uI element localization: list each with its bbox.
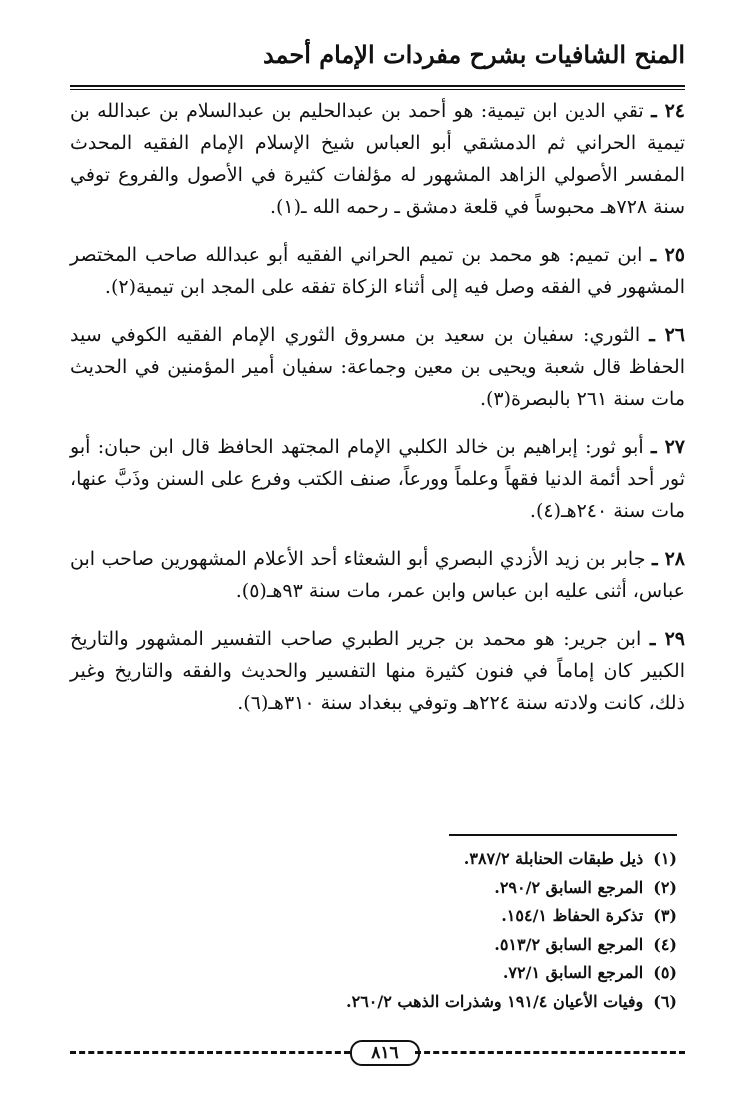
main-text: [70, 95, 685, 735]
biography-entry: [70, 319, 685, 415]
footnote-text: المرجع السابق ٧٢/١.: [502, 963, 644, 982]
header-rule-thin: [70, 89, 685, 90]
footnote: [200, 988, 677, 1017]
entry-number: ٢٥ ـ: [650, 244, 685, 266]
footnote-number: (٢): [653, 877, 677, 897]
entry-number: ٢٤ ـ: [651, 100, 685, 122]
footnote-number: (١): [653, 849, 677, 868]
footer-dashed-line: [70, 1051, 350, 1054]
footnote: [200, 959, 677, 988]
footnote-text: المرجع السابق ٢٩٠/٢.: [494, 877, 644, 897]
footnote-number: (٥): [653, 963, 677, 982]
biography-entry: [70, 95, 685, 223]
entry-text: تقي الدين ابن تيمية: هو أحمد بن عبدالحليم بن عبدالسلام بن عبدالله بن تيمية الحراني ثم الدمشقي أبو العباس شيخ الإسلام الإمام الفقيه المحدث المفسر الأصولي الزاهد المشهور له مؤلفات كثيرة في الأصول والفروع توفي سنة ٧٢٨هـ محبوساً في قلعة دمشق ـ رحمه الله ـ(١).: [70, 100, 685, 218]
footnote: [200, 931, 677, 960]
footnote: [200, 902, 677, 931]
footnote-number: (٦): [653, 991, 677, 1011]
entry-number: ٢٨ ـ: [651, 548, 685, 570]
running-header: المنح الشافيات بشرح مفردات الإمام أحمد: [262, 40, 685, 69]
footer-dashed-line: [415, 1051, 685, 1054]
footnote-text: تذكرة الحفاظ ١٥٤/١.: [501, 906, 644, 925]
footnote-text: المرجع السابق ٥١٣/٢.: [494, 934, 644, 954]
entry-text: الثوري: سفيان بن سعيد بن مسروق الثوري الإمام الفقيه الكوفي سيد الحفاظ قال شعبة ويحيى بن معين وجماعة: سفيان أمير المؤمنين في الحديث مات سنة ٢٦١ بالبصرة(٣).: [70, 324, 685, 410]
entry-text: أبو ثور: إبراهيم بن خالد الكلبي الإمام المجتهد الحافظ قال ابن حبان: أبو ثور أحد أئمة الدنيا فقهاً وعلماً وورعاً، صنف الكتب وفرع على السنن وذَبَّ عنها، مات سنة ٢٤٠هـ(٤).: [70, 436, 685, 522]
page-number: ٨١٦: [350, 1040, 420, 1066]
entry-text: ابن جرير: هو محمد بن جرير الطبري صاحب التفسير المشهور والتاريخ الكبير كان إماماً في فنون كثيرة منها التفسير والحديث والفقه والتاريخ وغير ذلك، كانت ولادته سنة ٢٢٤هـ وتوفي ببغداد سنة ٣١٠هـ(٦).: [70, 628, 685, 714]
biography-entry: [70, 543, 685, 607]
footnote-number: (٤): [653, 934, 677, 954]
entry-text: جابر بن زيد الأزدي البصري أبو الشعثاء أحد الأعلام المشهورين صاحب ابن عباس، أثنى عليه ابن عباس وابن عمر، مات سنة ٩٣هـ(٥).: [70, 548, 685, 602]
biography-entry: [70, 239, 685, 303]
entry-number: ٢٧ ـ: [651, 436, 685, 458]
entry-number: ٢٩ ـ: [649, 628, 686, 650]
biography-entry: [70, 431, 685, 527]
footnote-separator: [449, 834, 677, 836]
entry-text: ابن تميم: هو محمد بن تميم الحراني الفقيه أبو عبدالله صاحب المختصر المشهور في الفقه وصل فيه إلى أثناء الزكاة تفقه على المجد ابن تيمية(٢).: [70, 244, 685, 298]
footnote-text: وفيات الأعيان ١٩١/٤ وشذرات الذهب ٢٦٠/٢.: [346, 991, 644, 1011]
entry-number: ٢٦ ـ: [649, 324, 686, 346]
footnote-number: (٣): [653, 906, 677, 925]
page-footer: [70, 1040, 685, 1064]
footnote: [200, 874, 677, 903]
biography-entry: [70, 623, 685, 719]
header-rule: [70, 85, 685, 87]
footnote: [200, 845, 677, 874]
footnote-text: ذيل طبقات الحنابلة ٣٨٧/٢.: [463, 849, 644, 868]
footnotes: [200, 845, 677, 1016]
